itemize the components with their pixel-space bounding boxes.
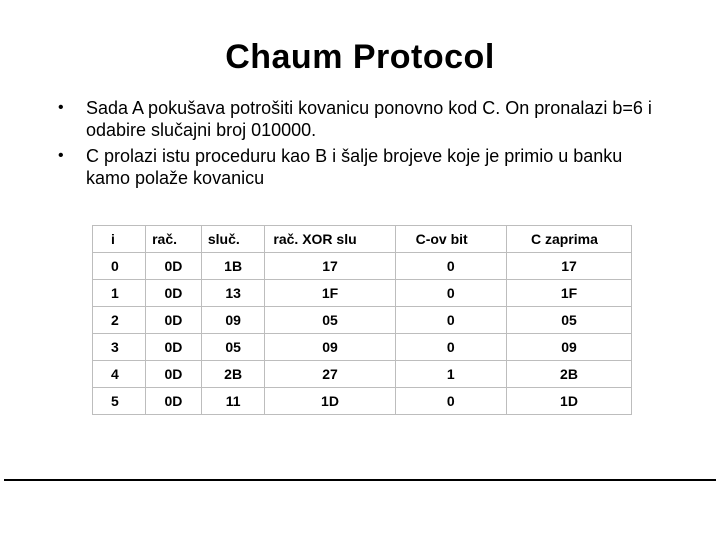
- table-row: [93, 334, 632, 361]
- table-row: [93, 280, 632, 307]
- bullet-marker: •: [58, 99, 64, 116]
- cell-rac: 0D: [146, 334, 202, 361]
- cell-c-bit: 0: [395, 334, 506, 361]
- cell-c-bit: 0: [395, 253, 506, 280]
- cell-xor: 1F: [265, 280, 395, 307]
- cell-c-zaprima: 2B: [506, 361, 631, 388]
- bullet-marker: •: [58, 147, 64, 164]
- bullet-text: Sada A pokušava potrošiti kovanicu ponovno kod C. On pronalazi b=6 i odabire slučajni broj 010000.: [86, 98, 652, 140]
- cell-c-zaprima: 1F: [506, 280, 631, 307]
- cell-xor: 09: [265, 334, 395, 361]
- cell-sluc: 11: [201, 388, 265, 415]
- slide-title: Chaum Protocol: [225, 38, 495, 76]
- cell-c-zaprima: 05: [506, 307, 631, 334]
- cell-c-zaprima: 09: [506, 334, 631, 361]
- table-row: [93, 307, 632, 334]
- cell-rac: 0D: [146, 388, 202, 415]
- bullet-item: [58, 145, 658, 189]
- table-header: [93, 226, 632, 253]
- cell-rac: 0D: [146, 361, 202, 388]
- header-sluc: sluč.: [201, 226, 265, 253]
- cell-i: 5: [93, 388, 146, 415]
- cell-xor: 05: [265, 307, 395, 334]
- bullet-item: [58, 97, 658, 141]
- cell-rac: 0D: [146, 253, 202, 280]
- table-row: [93, 361, 632, 388]
- bottom-divider: [4, 479, 716, 481]
- cell-sluc: 13: [201, 280, 265, 307]
- header-row: [93, 226, 632, 253]
- header-c-zaprima: C zaprima: [506, 226, 631, 253]
- cell-xor: 17: [265, 253, 395, 280]
- cell-sluc: 1B: [201, 253, 265, 280]
- cell-c-bit: 0: [395, 307, 506, 334]
- table-row: [93, 253, 632, 280]
- protocol-table: [92, 225, 632, 415]
- cell-xor: 1D: [265, 388, 395, 415]
- cell-rac: 0D: [146, 280, 202, 307]
- cell-i: 3: [93, 334, 146, 361]
- header-i: i: [93, 226, 146, 253]
- header-rac: rač.: [146, 226, 202, 253]
- cell-i: 4: [93, 361, 146, 388]
- header-xor: rač. XOR slu: [265, 226, 395, 253]
- table-row: [93, 388, 632, 415]
- cell-sluc: 05: [201, 334, 265, 361]
- header-c-bit: C-ov bit: [395, 226, 506, 253]
- cell-i: 2: [93, 307, 146, 334]
- cell-c-zaprima: 1D: [506, 388, 631, 415]
- cell-c-bit: 0: [395, 388, 506, 415]
- cell-xor: 27: [265, 361, 395, 388]
- bullet-list: [58, 97, 658, 193]
- cell-sluc: 09: [201, 307, 265, 334]
- cell-c-bit: 1: [395, 361, 506, 388]
- cell-c-zaprima: 17: [506, 253, 631, 280]
- bullet-text: C prolazi istu proceduru kao B i šalje brojeve koje je primio u banku kamo polaže kovanicu: [86, 146, 623, 188]
- cell-sluc: 2B: [201, 361, 265, 388]
- cell-i: 0: [93, 253, 146, 280]
- table-body: [93, 253, 632, 415]
- cell-rac: 0D: [146, 307, 202, 334]
- cell-i: 1: [93, 280, 146, 307]
- cell-c-bit: 0: [395, 280, 506, 307]
